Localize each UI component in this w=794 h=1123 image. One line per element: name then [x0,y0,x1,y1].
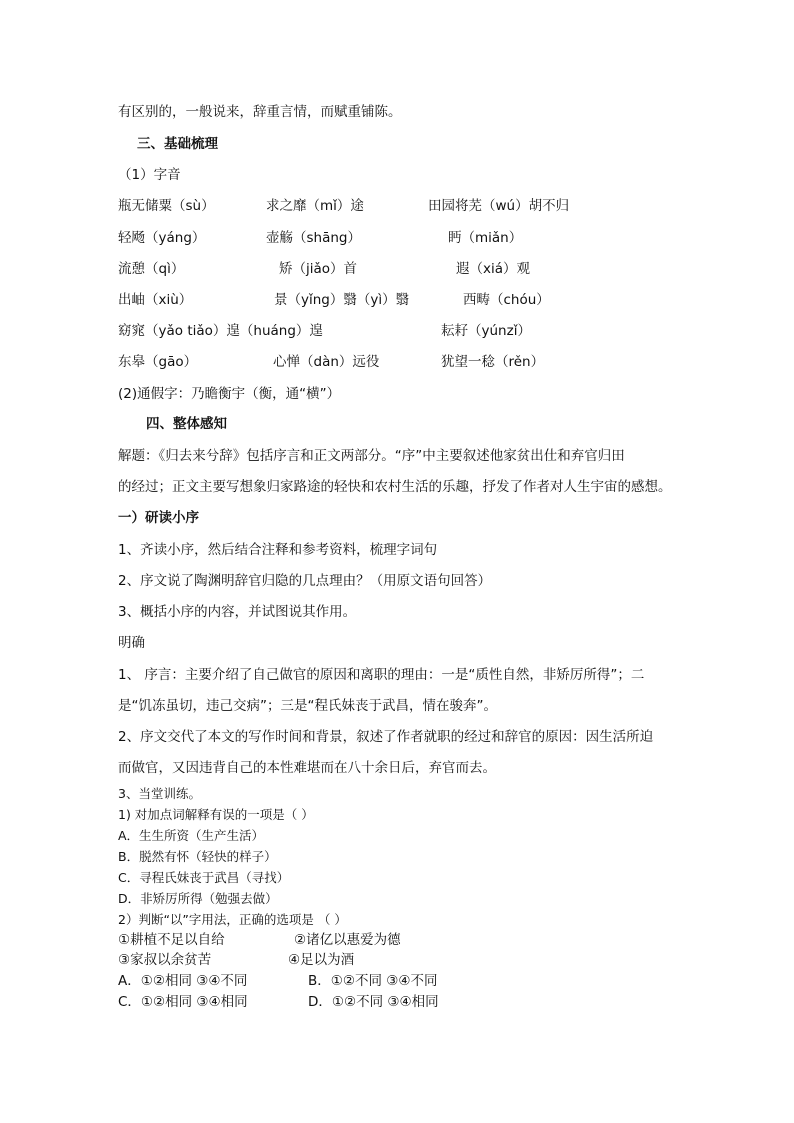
ziyin-cell: 轻飏（yáng） [118,230,206,246]
q1-option: C．寻程氏妹丧于武昌（寻找） [118,870,290,885]
question-2: 2、序文说了陶渊明辞官归隐的几点理由？（用原文语句回答） [118,573,492,589]
ziyin-cell: 犹望一稔（rěn） [441,354,545,370]
q2-item: ②诸亿以惠爱为德 [294,932,401,948]
ziyin-cell: 壶觞（shāng） [266,230,361,246]
question-3: 3、概括小序的内容，并试图说其作用。 [118,604,357,620]
answer-2-line-1: 2、序文交代了本文的写作时间和背景，叙述了作者就职的经过和辞官的原因：因生活所迫 [118,729,654,745]
section-3-heading: 三、基础梳理 [137,136,218,152]
ziyin-cell: 求之靡（mǐ）途 [266,198,364,214]
answer-1-line-2: 是“饥冻虽切，违己交病”；三是“程氏妹丧于武昌，情在骏奔”。 [118,698,497,714]
q2-item: ③家叔以余贫苦 [118,952,212,968]
ziyin-cell: 心惮（dàn）远役 [273,354,380,370]
tongjiazi: (2)通假字：乃瞻衡宇（衡，通“横”） [118,386,341,402]
ziyin-cell: 出岫（xiù） [118,292,193,308]
ziyin-cell: 西畴（chóu） [463,292,550,308]
ziyin-cell: 东皋（gāo） [118,354,198,370]
q2-option: B．①②不同 ③④不同 [308,973,438,989]
ziyin-cell: 瓶无储粟（sù） [118,198,215,214]
ziyin-label: （1）字音 [118,167,181,183]
subsection-heading: 一）研读小序 [118,510,199,526]
q1-option: B．脱然有怀（轻快的样子） [118,849,277,864]
ziyin-cell: 流憩（qì） [118,261,185,277]
q2-option: C．①②相同 ③④相同 [118,994,248,1010]
answer-2-line-2: 而做官，又因违背自己的本性难堪而在八十余日后，弃官而去。 [118,760,496,776]
ziyin-cell: 田园将芜（wú）胡不归 [428,198,570,214]
ziyin-cell: 窈窕（yǎo tiǎo）遑（huáng）遑 [118,323,323,339]
q2-item: ①耕植不足以自给 [118,932,225,948]
practice-title: 3、当堂训练。 [118,786,201,801]
ziyin-cell: 眄（miǎn） [448,230,523,246]
jieti-line-2: 的经过；正文主要写想象归家路途的轻快和农村生活的乐趣，抒发了作者对人生宇宙的感想。 [118,479,672,495]
q1-option: A．生生所资（生产生活） [118,828,265,843]
q2-option: A．①②相同 ③④不同 [118,973,248,989]
question-1: 1、齐读小序，然后结合注释和参考资料，梳理字词句 [118,542,438,558]
ziyin-cell: 耘耔（yúnzǐ） [441,323,531,339]
answer-1-line-1: 1、 序言：主要介绍了自己做官的原因和离职的理由：一是“质性自然，非矫厉所得”；二 [118,667,645,683]
q1-option: D．非矫厉所得（勉强去做） [118,891,278,906]
section-4-heading: 四、整体感知 [146,416,227,432]
practice-q2: 2）判断“以”字用法，正确的选项是 （ ） [118,912,347,927]
q2-item: ④足以为酒 [288,952,355,968]
jieti-line-1: 解题：《归去来兮辞》包括序言和正文两部分。“序”中主要叙述他家贫出仕和弃官归田 [118,448,625,464]
ziyin-cell: 景（yǐng）翳（yì）翳 [274,292,410,308]
intro-line: 有区别的，一般说来，辞重言情，而赋重铺陈。 [118,104,402,120]
ziyin-cell: 遐（xiá）观 [456,261,531,277]
practice-q1: 1) 对加点词解释有误的一项是（ ） [118,807,314,822]
mingque-label: 明确 [118,635,145,651]
q2-option: D．①②不同 ③④相同 [308,994,439,1010]
ziyin-cell: 矫（jiǎo）首 [279,261,358,277]
